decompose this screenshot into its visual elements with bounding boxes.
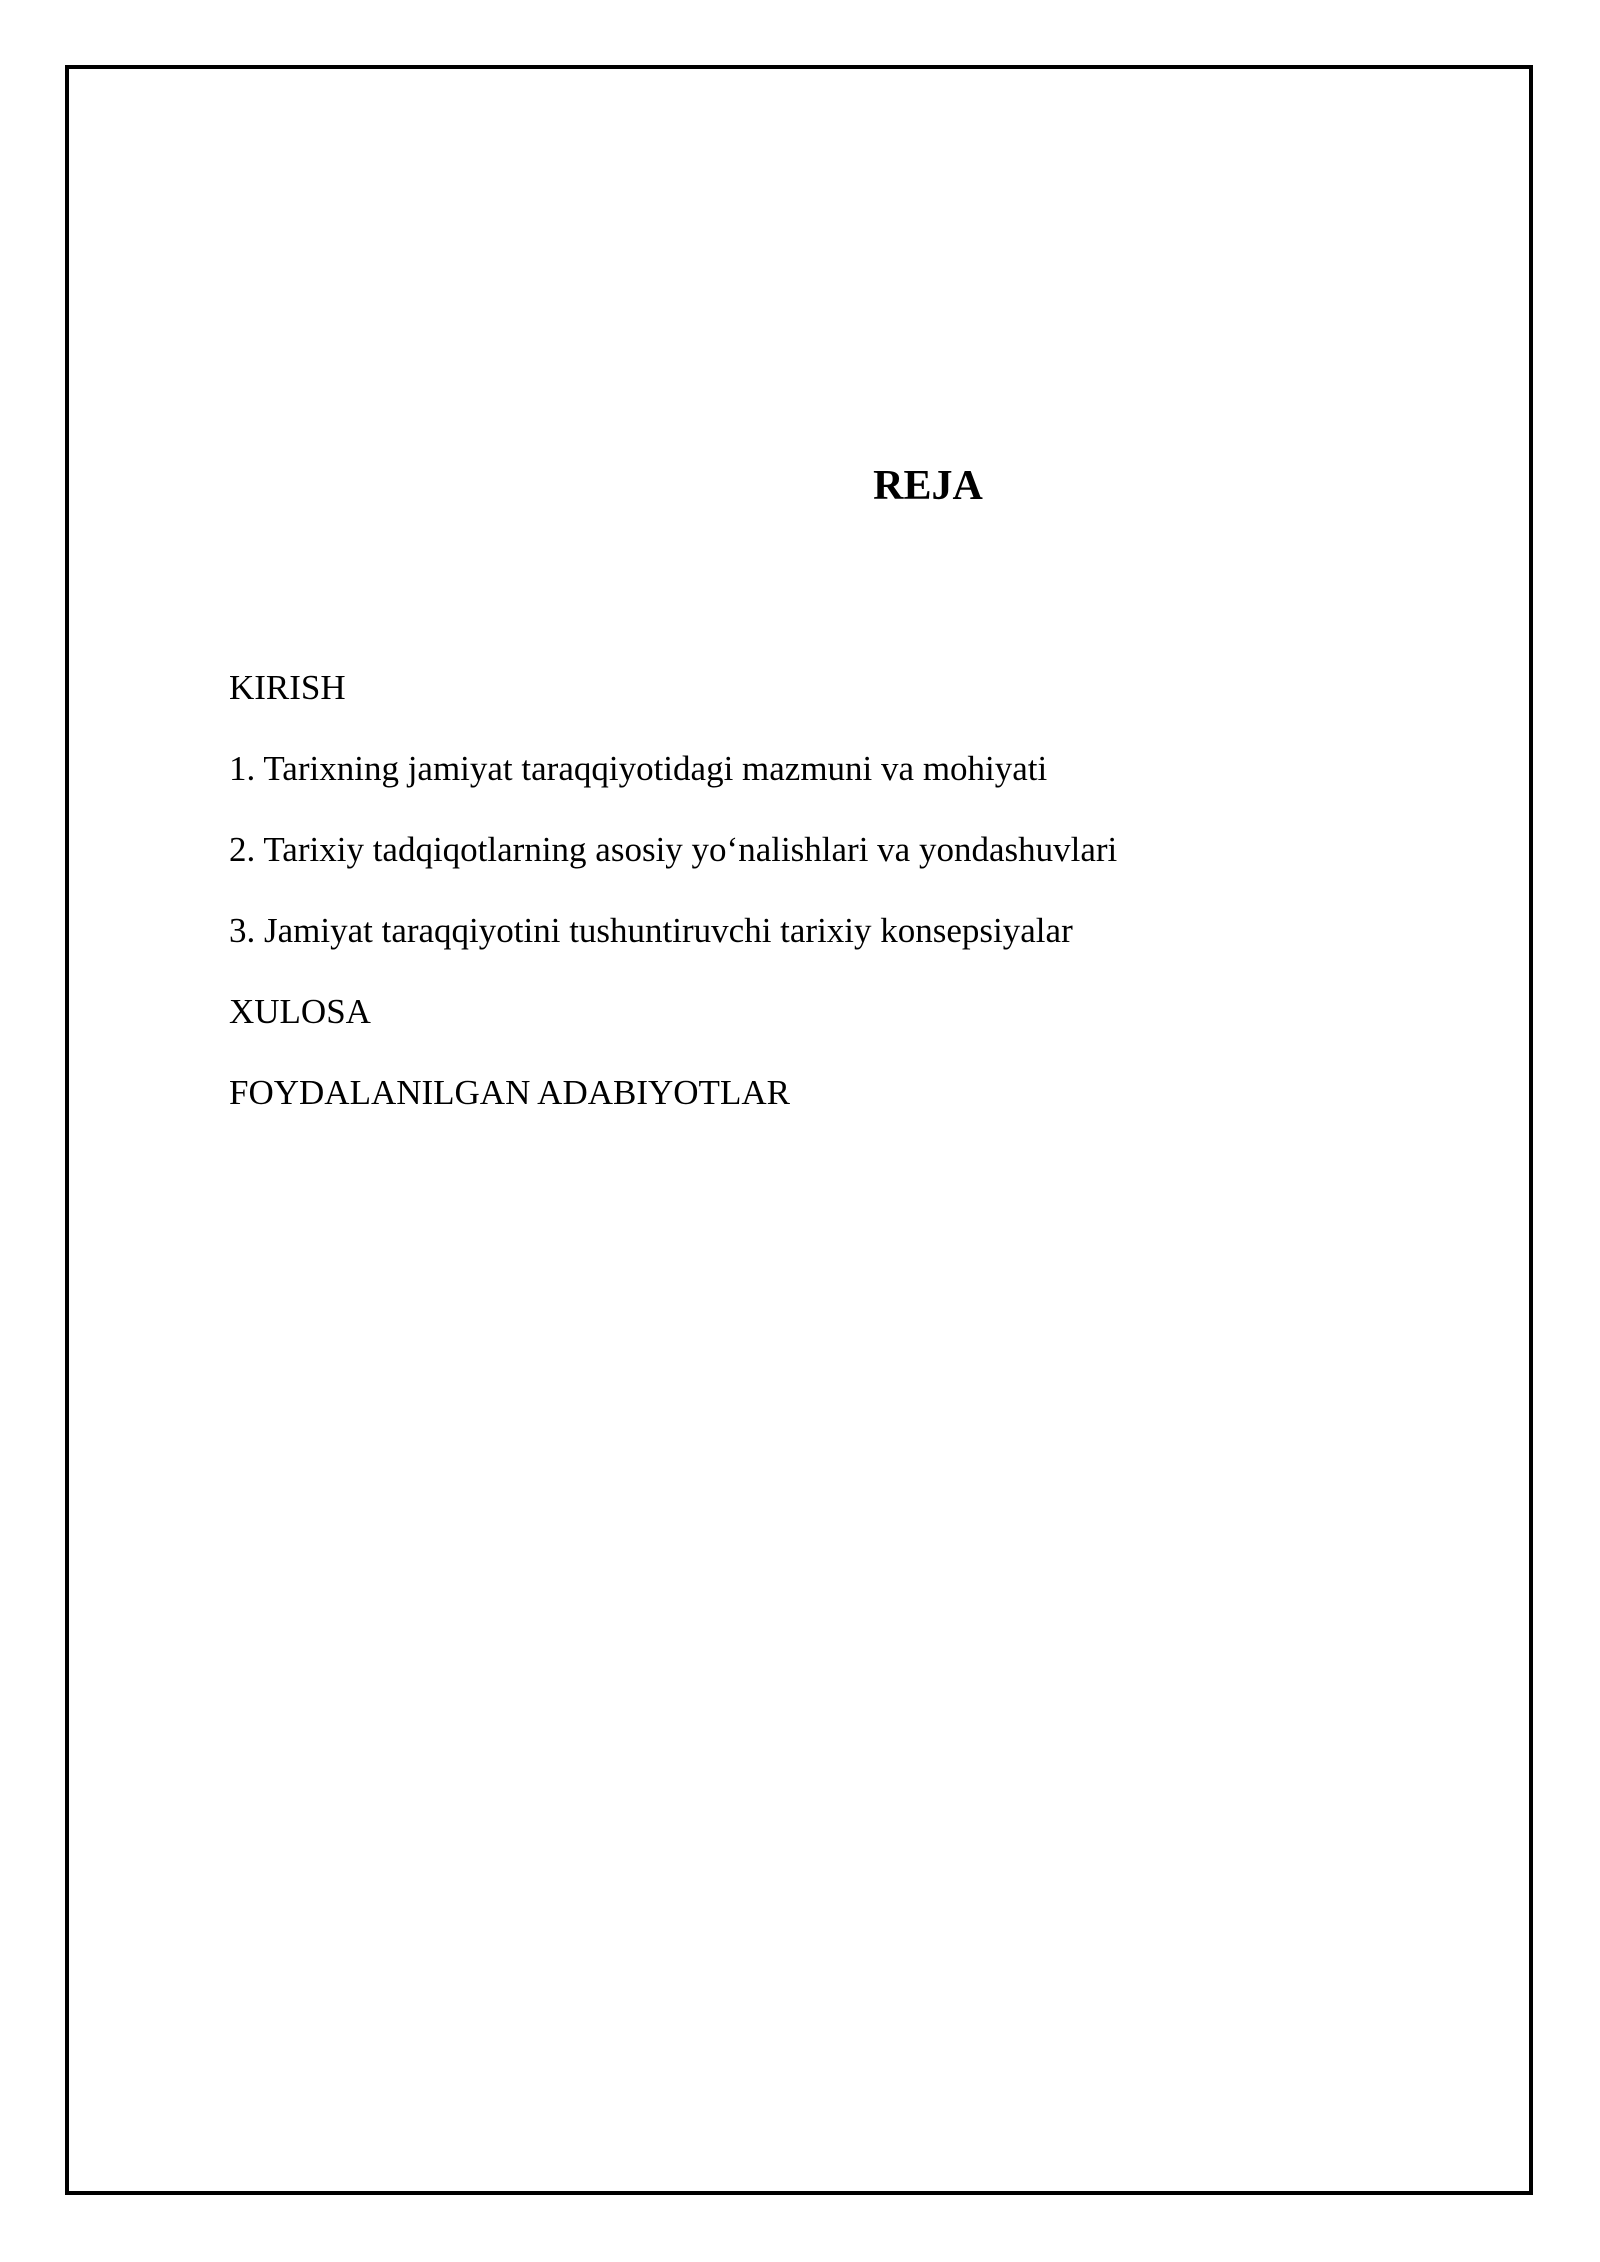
toc-item-conclusion: XULOSA (229, 992, 371, 1031)
toc-item-section-3: 3. Jamiyat taraqqiyotini tushuntiruvchi tarixiy konsepsiyalar (229, 911, 1073, 950)
toc-item-section-2: 2. Tarixiy tadqiqotlarning asosiy yo‘nalishlari va yondashuvlari (229, 830, 1118, 869)
toc-item-section-1: 1. Tarixning jamiyat taraqqiyotidagi mazmuni va mohiyati (229, 749, 1048, 788)
page-title: REJA (873, 463, 983, 509)
table-of-contents (229, 647, 1117, 1133)
toc-item-introduction: KIRISH (229, 668, 346, 707)
toc-item-references: FOYDALANILGAN ADABIYOTLAR (229, 1073, 790, 1112)
page-border (65, 65, 1533, 2195)
